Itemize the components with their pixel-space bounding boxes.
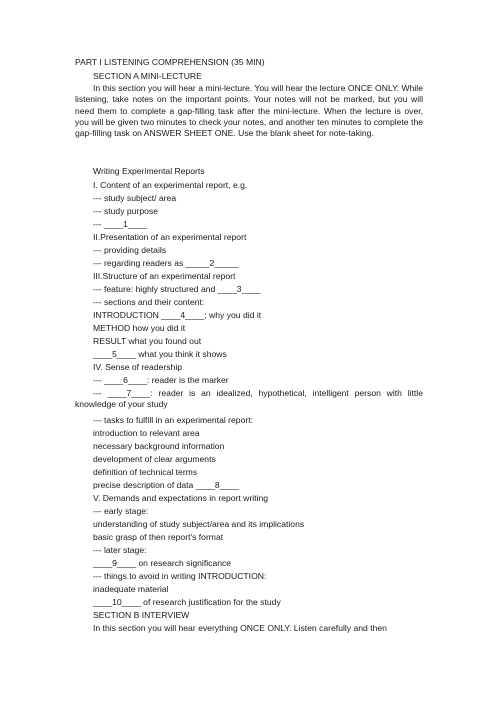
outline-item-blank-1: --- ____1____ (93, 219, 147, 229)
outline-item-blank-2: --- regarding readers as _____2_____ (93, 258, 239, 268)
part-title: PART I LISTENING COMPREHENSION (35 MIN) (75, 57, 265, 67)
outline-item-blank-3: --- feature: highly structured and ____3____ (93, 284, 261, 294)
outline-item: I. Content of an experimental report, e.g. (93, 180, 248, 190)
outline-item: --- tasks to fulfill in an experimental report: (93, 415, 253, 425)
outline-item: IV. Sense of readership (93, 362, 183, 372)
outline-item: development of clear arguments (93, 454, 216, 464)
outline-item: basic grasp of then report's format (93, 532, 224, 542)
lecture-title: Writing Experimental Reports (93, 166, 205, 176)
outline-item: METHOD how you did it (93, 323, 186, 333)
section-b-instructions: In this section you will hear everything ONCE ONLY. Listen carefully and then (93, 623, 387, 633)
outline-item: V. Demands and expectations in report writing (93, 493, 268, 503)
outline-item-blank-7: --- ____7____: reader is an idealized, hypothetical, intelligent person with little knowledge of your study (75, 388, 423, 410)
outline-item: inadequate material (93, 584, 169, 594)
outline-item-blank-6: --- ____6____: reader is the marker (93, 375, 229, 385)
section-a-heading: SECTION A MINI-LECTURE (93, 71, 202, 81)
outline-item: --- early stage: (93, 506, 149, 516)
outline-item: introduction to relevant area (93, 428, 200, 438)
outline-item: --- study purpose (93, 206, 158, 216)
outline-item: --- sections and their content: (93, 297, 205, 307)
section-b-heading: SECTION B INTERVIEW (93, 610, 190, 620)
outline-item: RESULT what you found out (93, 336, 202, 346)
outline-item: III.Structure of an experimental report (93, 271, 236, 281)
outline-item-blank-8: precise description of data ____8____ (93, 480, 239, 490)
outline-item-blank-4: INTRODUCTION ____4____; why you did it (93, 310, 262, 320)
outline-item: II.Presentation of an experimental report (93, 232, 247, 242)
outline-item: necessary background information (93, 441, 225, 451)
outline-item: --- study subject/ area (93, 193, 177, 203)
outline-item: --- later stage: (93, 545, 147, 555)
outline-item: --- providing details (93, 245, 167, 255)
outline-item-blank-5: ____5____ what you think it shows (93, 349, 227, 359)
outline-item: understanding of study subject/area and its implications (93, 519, 305, 529)
section-a-instructions: In this section you will hear a mini-lecture. You will hear the lecture ONCE ONLY. While listening, take notes on the important points. Your notes will not be marked, but you will need them to complete a gap-filling task after the mini-lecture. When the lecture is over, you will be given two minutes to check your notes, and another ten minutes to complete the gap-filling task on ANSWER SHEET ONE. Use the blank sheet for note-taking. (75, 83, 423, 139)
outline-item-blank-10: ____10____ of research justification for the study (93, 597, 281, 607)
outline-item-blank-9: ____9____ on research significance (93, 558, 232, 568)
outline-item: --- things to avoid in writing INTRODUCTION: (93, 571, 267, 581)
outline-item: definition of technical terms (93, 467, 198, 477)
